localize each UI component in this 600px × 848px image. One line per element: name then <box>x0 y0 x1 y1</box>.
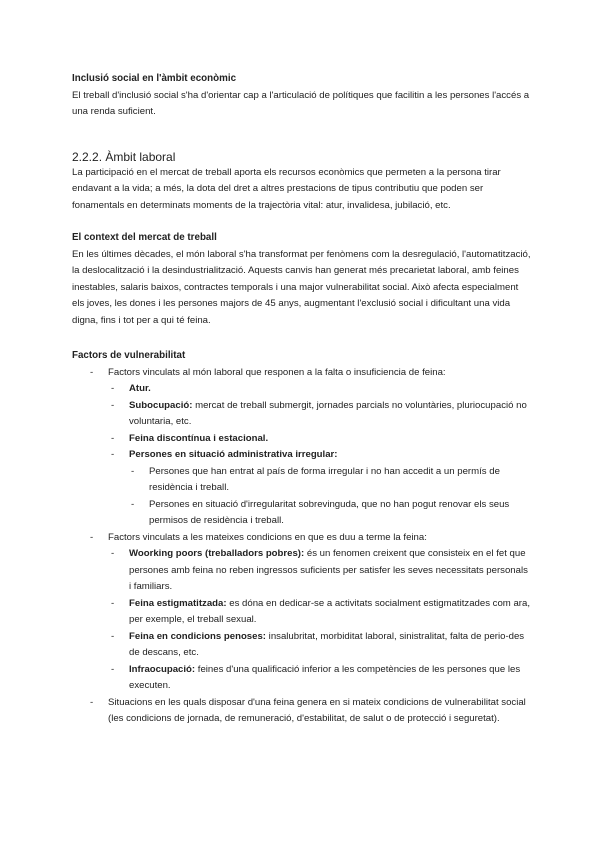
term: Persones en situació administrativa irregular: <box>129 449 338 460</box>
dash-bullet: - <box>131 498 135 510</box>
list-item-unemployment <box>108 381 532 398</box>
dash-bullet: - <box>111 449 115 460</box>
term: Feina en condicions penoses: <box>129 630 267 642</box>
dash-bullet: - <box>111 548 115 559</box>
dash-bullet: - <box>90 366 94 378</box>
list-item-irregular-entry <box>129 464 532 497</box>
list-item-text: Factors vinculats al món laboral que responen a la falta o insuficiencia de feina: <box>108 366 446 378</box>
list-item-lack-of-work <box>72 365 532 530</box>
dash-bullet: - <box>90 696 94 708</box>
list-item-text: Factors vinculats a les mateixes condicions en que es duu a terme la feina: <box>108 531 427 543</box>
list-item-discontinuous-work <box>108 431 532 448</box>
heading-labour-scope: 2.2.2. Àmbit laboral <box>72 149 176 164</box>
term-description: insalubritat, morbiditat laboral, sinistralitat, falta de perio-des de descans, etc. <box>129 630 525 658</box>
term: Infraocupació: <box>129 663 196 675</box>
dash-bullet: - <box>111 432 115 444</box>
paragraph-labour-scope: La participació en el mercat de treball aporta els recursos econòmics que permeten a la persona tirar endavant a la vida; a més, la dota del dret a altres prestacions de tipus contributiu que poden ser fonamentals en determinats moments de la trajectòria vital: atur, invalidesa, jubilació, etc. <box>72 166 501 211</box>
list-item-irregular-status <box>108 447 532 530</box>
term: Feina estigmatitzada: <box>129 597 227 609</box>
dash-bullet: - <box>111 630 115 642</box>
work-conditions-sublist <box>108 546 532 695</box>
heading-vulnerability-factors: Factors de vulnerabilitat <box>72 350 186 361</box>
dash-bullet: - <box>111 663 115 675</box>
document-content <box>72 71 532 728</box>
term: Atur. <box>129 383 151 394</box>
dash-bullet: - <box>111 597 115 609</box>
list-item-text: Situacions en les quals disposar d'una feina genera en si mateix condicions de vulnerabilitat social (les condicions de jornada, de remuneració, d'estabilitat, de salut o de protecció i seguretat). <box>108 696 526 724</box>
term-description: es dóna en dedicar-se a activitats socialment estigmatitzades com ara, per exemple, el treball sexual. <box>129 597 530 625</box>
term-description: feines d'una qualificació inferior a les competències de les persones que les executen. <box>129 663 521 691</box>
heading-labour-market-context: El context del mercat de treball <box>72 232 217 243</box>
list-item-infraoccupation <box>108 662 532 695</box>
paragraph-labour-market-context: En les últimes dècades, el món laboral s'ha transformat per fenòmens com la desregulació, l'automatització, la deslocalització i la desindustrialització. Aquests canvis han generat més precarietat laboral, amb feines inestables, salaris baixos, contractes temporals i una major vulnerabilitat social. Això afecta especialment els joves, les dones i les persones majors de 45 anys, augmentant l'exclusió social i dificultant una vida digna, fins i tot per a qui té feina. <box>72 248 531 326</box>
dash-bullet: - <box>90 531 94 543</box>
irregular-status-sublist <box>129 464 532 530</box>
list-item-underemployment <box>108 398 532 431</box>
term: Feina discontínua i estacional. <box>129 432 269 444</box>
list-item-work-generated-vulnerability <box>72 695 532 728</box>
term: Subocupació: <box>129 399 193 411</box>
dash-bullet: - <box>111 383 115 394</box>
vulnerability-factors-list <box>72 365 532 728</box>
list-item-text: Persones que han entrat al país de forma irregular i no han accedit a un permís de residència i treball. <box>149 465 500 493</box>
paragraph-economic-inclusion: El treball d'inclusió social s'ha d'orientar cap a l'articulació de polítiques que facilitin a les persones l'accés a una renda suficient. <box>72 89 530 117</box>
dash-bullet: - <box>111 399 115 411</box>
list-item-text: Persones en situació d'irregularitat sobrevinguda, que no han pogut renovar els seus permisos de residència i treball. <box>149 498 510 526</box>
list-item-work-conditions <box>72 530 532 695</box>
lack-of-work-sublist <box>108 381 532 530</box>
list-item-stigmatized-work <box>108 596 532 629</box>
term: Woorking poors (treballadors pobres): <box>129 548 305 559</box>
list-item-harsh-conditions <box>108 629 532 662</box>
heading-economic-inclusion: Inclusió social en l'àmbit econòmic <box>72 73 237 84</box>
list-item-sobrevinguda-irregularity <box>129 497 532 530</box>
term-description: és un fenomen creixent que consisteix en el fet que persones amb feina no reben ingressos suficients per satisfer les seves necessitats personals i familiars. <box>129 548 528 592</box>
list-item-working-poor <box>108 546 532 596</box>
dash-bullet: - <box>131 465 135 477</box>
term-description: mercat de treball submergit, jornades parcials no voluntàries, pluriocupació no voluntaria, etc. <box>129 399 527 427</box>
